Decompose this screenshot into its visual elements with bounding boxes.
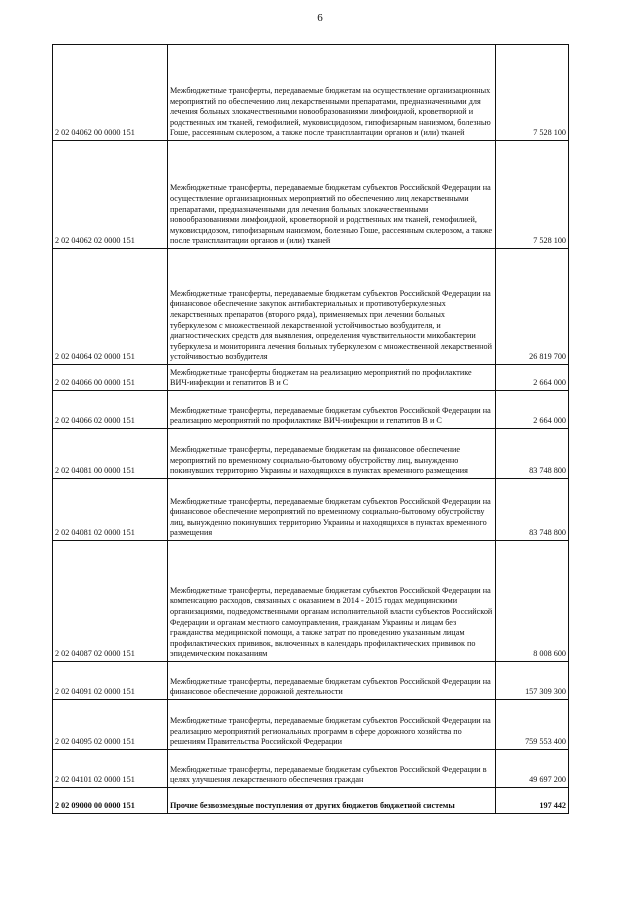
amount-cell: 197 442: [496, 788, 569, 814]
budget-code-cell: 2 02 04062 00 0000 151: [53, 45, 168, 141]
budget-code-cell: 2 02 04066 02 0000 151: [53, 391, 168, 429]
table-row: [53, 479, 569, 541]
table-row: [53, 365, 569, 391]
table-row: [53, 788, 569, 814]
amount-cell: 2 664 000: [496, 365, 569, 391]
budget-code-cell: 2 02 04062 02 0000 151: [53, 141, 168, 249]
description-cell: Межбюджетные трансферты, передаваемые бюджетам субъектов Российской Федерации на финансовое обеспечение дорожной деятельности: [168, 662, 496, 700]
budget-code-cell: 2 02 04064 02 0000 151: [53, 249, 168, 365]
budget-code-cell: 2 02 09000 00 0000 151: [53, 788, 168, 814]
budget-revenue-table: [52, 44, 569, 814]
budget-code-cell: 2 02 04087 02 0000 151: [53, 541, 168, 662]
table-row: [53, 662, 569, 700]
description-cell: Межбюджетные трансферты, передаваемые бюджетам субъектов Российской Федерации на реализацию мероприятий по профилактике ВИЧ-инфекции и гепатитов B и C: [168, 391, 496, 429]
table-row: [53, 45, 569, 141]
amount-cell: 759 553 400: [496, 700, 569, 750]
budget-code-cell: 2 02 04091 02 0000 151: [53, 662, 168, 700]
budget-code-cell: 2 02 04101 02 0000 151: [53, 750, 168, 788]
description-cell: Межбюджетные трансферты, передаваемые бюджетам субъектов Российской Федерации на финансовое обеспечение закупок антибактериальных и противотуберкулезных лекарственных препаратов (второго ряда), применяемых при лечении больных туберкулезом с множественной лекарственной устойчивостью возбудителя, и диагностических средств для выявления, определения чувствительности микобактерии туберкулеза и мониторинга лечения больных туберкулезом с множественной лекарственной устойчивостью возбудителя: [168, 249, 496, 365]
table-row: [53, 249, 569, 365]
budget-code-cell: 2 02 04081 02 0000 151: [53, 479, 168, 541]
amount-cell: 7 528 100: [496, 141, 569, 249]
page-number: 6: [317, 12, 323, 24]
description-cell: Межбюджетные трансферты, передаваемые бюджетам на финансовое обеспечение мероприятий по временному социально-бытовому обустройству лиц, вынужденно покинувших территорию Украины и находящихся в пунктах временного размещения: [168, 429, 496, 479]
amount-cell: 83 748 800: [496, 479, 569, 541]
table-row: [53, 750, 569, 788]
budget-code-cell: 2 02 04081 00 0000 151: [53, 429, 168, 479]
budget-code-cell: 2 02 04095 02 0000 151: [53, 700, 168, 750]
amount-cell: 26 819 700: [496, 249, 569, 365]
amount-cell: 7 528 100: [496, 45, 569, 141]
budget-code-cell: 2 02 04066 00 0000 151: [53, 365, 168, 391]
amount-cell: 8 008 600: [496, 541, 569, 662]
description-cell: Межбюджетные трансферты, передаваемые бюджетам субъектов Российской Федерации на компенсацию расходов, связанных с оказанием в 2014 - 2015 годах медицинскими организациями, подведомственными органам исполнительной власти субъектов Российской Федерации и органам местного самоуправления, гражданам Украины и лицам без гражданства медицинской помощи, а также затрат по проведению указанным лицам профилактических прививок, включенных в календарь профилактических прививок по эпидемическим показаниям: [168, 541, 496, 662]
amount-cell: 83 748 800: [496, 429, 569, 479]
description-cell: Межбюджетные трансферты, передаваемые бюджетам субъектов Российской Федерации в целях улучшения лекарственного обеспечения граждан: [168, 750, 496, 788]
table-row: [53, 429, 569, 479]
amount-cell: 49 697 200: [496, 750, 569, 788]
description-cell: Межбюджетные трансферты бюджетам на реализацию мероприятий по профилактике ВИЧ-инфекции и гепатитов B и C: [168, 365, 496, 391]
amount-cell: 2 664 000: [496, 391, 569, 429]
table-row: [53, 141, 569, 249]
table-row: [53, 541, 569, 662]
amount-cell: 157 309 300: [496, 662, 569, 700]
table-row: [53, 700, 569, 750]
description-cell: Межбюджетные трансферты, передаваемые бюджетам субъектов Российской Федерации на реализацию мероприятий региональных программ в сфере дорожного хозяйства по решениям Правительства Российской Федерации: [168, 700, 496, 750]
description-cell: Прочие безвозмездные поступления от других бюджетов бюджетной системы: [168, 788, 496, 814]
description-cell: Межбюджетные трансферты, передаваемые бюджетам субъектов Российской Федерации на финансовое обеспечение мероприятий по временному социально-бытовому обустройству лиц, вынужденно покинувших территорию Украины и находящихся в пунктах временного размещения: [168, 479, 496, 541]
description-cell: Межбюджетные трансферты, передаваемые бюджетам на осуществление организационных мероприятий по обеспечению лиц лекарственными препаратами, предназначенными для лечения больных злокачественными новообразованиями лимфоидной, кроветворной и родственных им тканей, гемофилией, муковисцидозом, гипофизарным нанизмом, болезнью Гоше, рассеянным склерозом, а также после трансплантации органов и (или) тканей: [168, 45, 496, 141]
table-row: [53, 391, 569, 429]
description-cell: Межбюджетные трансферты, передаваемые бюджетам субъектов Российской Федерации на осуществление организационных мероприятий по обеспечению лиц лекарственными препаратами, предназначенными для лечения больных злокачественными новообразованиями лимфоидной, кроветворной и родственных им тканей, гемофилией, муковисцидозом, гипофизарным нанизмом, болезнью Гоше, рассеянным склерозом, а также после трансплантации органов и (или) тканей: [168, 141, 496, 249]
